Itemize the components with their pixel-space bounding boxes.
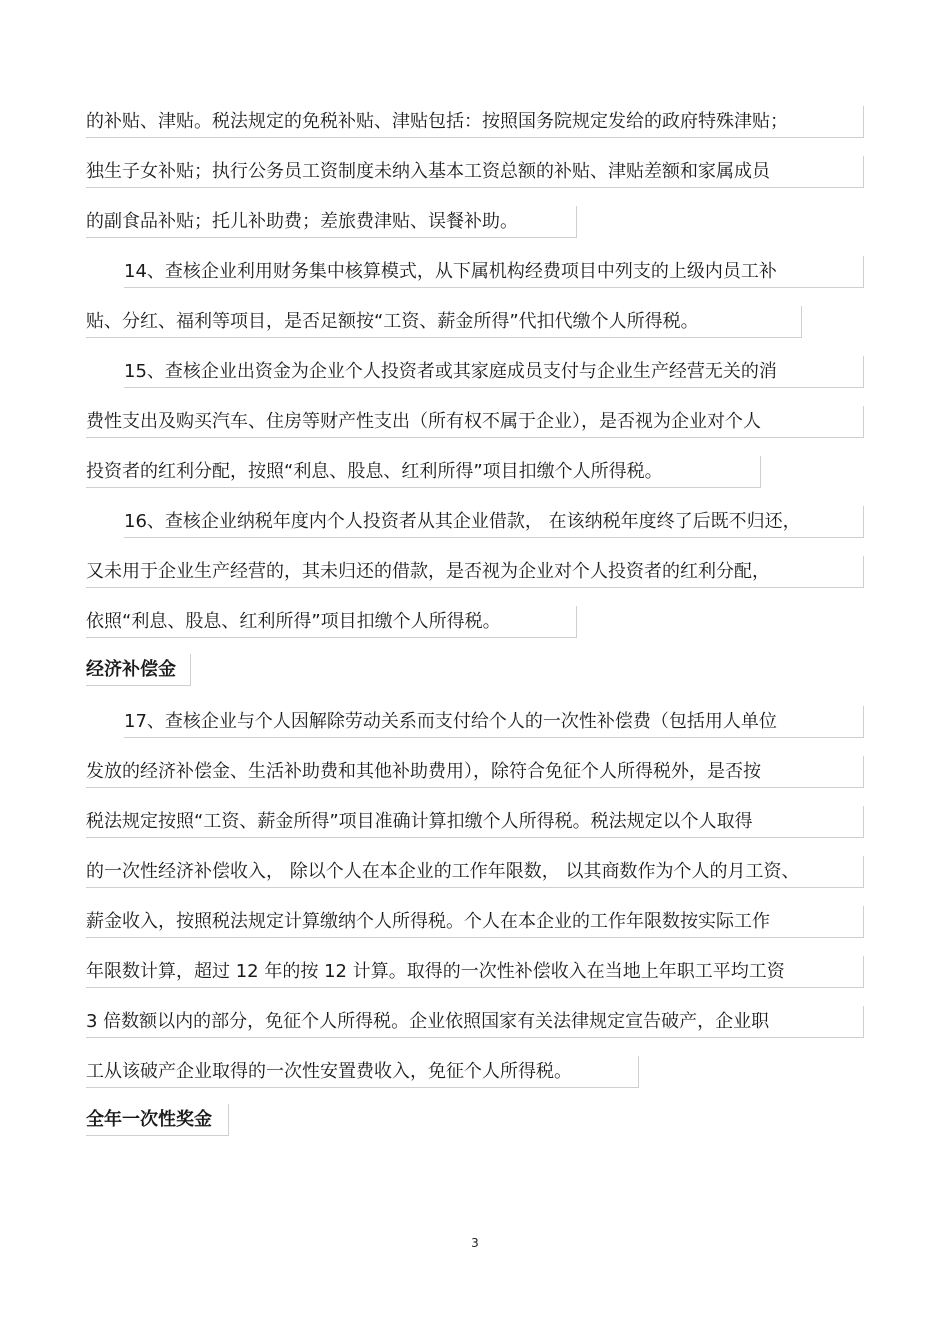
text-line: 独生子女补贴；执行公务员工资制度未纳入基本工资总额的补贴、津贴差额和家属成员 <box>86 156 864 188</box>
text-line: 的一次性经济补偿收入， 除以个人在本企业的工作年限数， 以其商数作为个人的月工资、 <box>86 856 864 888</box>
text-line: 费性支出及购买汽车、住房等财产性支出（所有权不属于企业），是否视为企业对个人 <box>86 406 864 438</box>
text-line: 工从该破产企业取得的一次性安置费收入，免征个人所得税。 <box>86 1056 639 1088</box>
text-line: 发放的经济补偿金、生活补助费和其他补助费用），除符合免征个人所得税外，是否按 <box>86 756 864 788</box>
text-line: 又未用于企业生产经营的，其未归还的借款，是否视为企业对个人投资者的红利分配， <box>86 556 864 588</box>
text-line: 的补贴、津贴。税法规定的免税补贴、津贴包括：按照国务院规定发给的政府特殊津贴； <box>86 106 864 138</box>
text-line: 的副食品补贴；托儿补助费；差旅费津贴、误餐补助。 <box>86 206 577 238</box>
text-line: 贴、分红、福利等项目，是否足额按“工资、薪金所得”代扣代缴个人所得税。 <box>86 306 802 338</box>
text-line: 薪金收入，按照税法规定计算缴纳个人所得税。个人在本企业的工作年限数按实际工作 <box>86 906 864 938</box>
text-line: 依照“利息、股息、红利所得”项目扣缴个人所得税。 <box>86 606 577 638</box>
section-heading-annual-bonus: 全年一次性奖金 <box>86 1104 229 1136</box>
text-line: 投资者的红利分配，按照“利息、股息、红利所得”项目扣缴个人所得税。 <box>86 456 761 488</box>
text-line: 年限数计算，超过 12 年的按 12 计算。取得的一次性补偿收入在当地上年职工平均工资 <box>86 956 864 988</box>
paragraph-17-start: 17、查核企业与个人因解除劳动关系而支付给个人的一次性补偿费（包括用人单位 <box>124 706 864 738</box>
text-line: 税法规定按照“工资、薪金所得”项目准确计算扣缴个人所得税。税法规定以个人取得 <box>86 806 864 838</box>
page-number: 3 <box>471 1236 479 1250</box>
paragraph-14-start: 14、查核企业利用财务集中核算模式，从下属机构经费项目中列支的上级内员工补 <box>124 256 864 288</box>
paragraph-15-start: 15、查核企业出资金为企业个人投资者或其家庭成员支付与企业生产经营无关的消 <box>124 356 864 388</box>
section-heading-economic-compensation: 经济补偿金 <box>86 654 191 686</box>
paragraph-16-start: 16、查核企业纳税年度内个人投资者从其企业借款， 在该纳税年度终了后既不归还， <box>124 506 864 538</box>
text-line: 3 倍数额以内的部分，免征个人所得税。企业依照国家有关法律规定宣告破产，企业职 <box>86 1006 864 1038</box>
